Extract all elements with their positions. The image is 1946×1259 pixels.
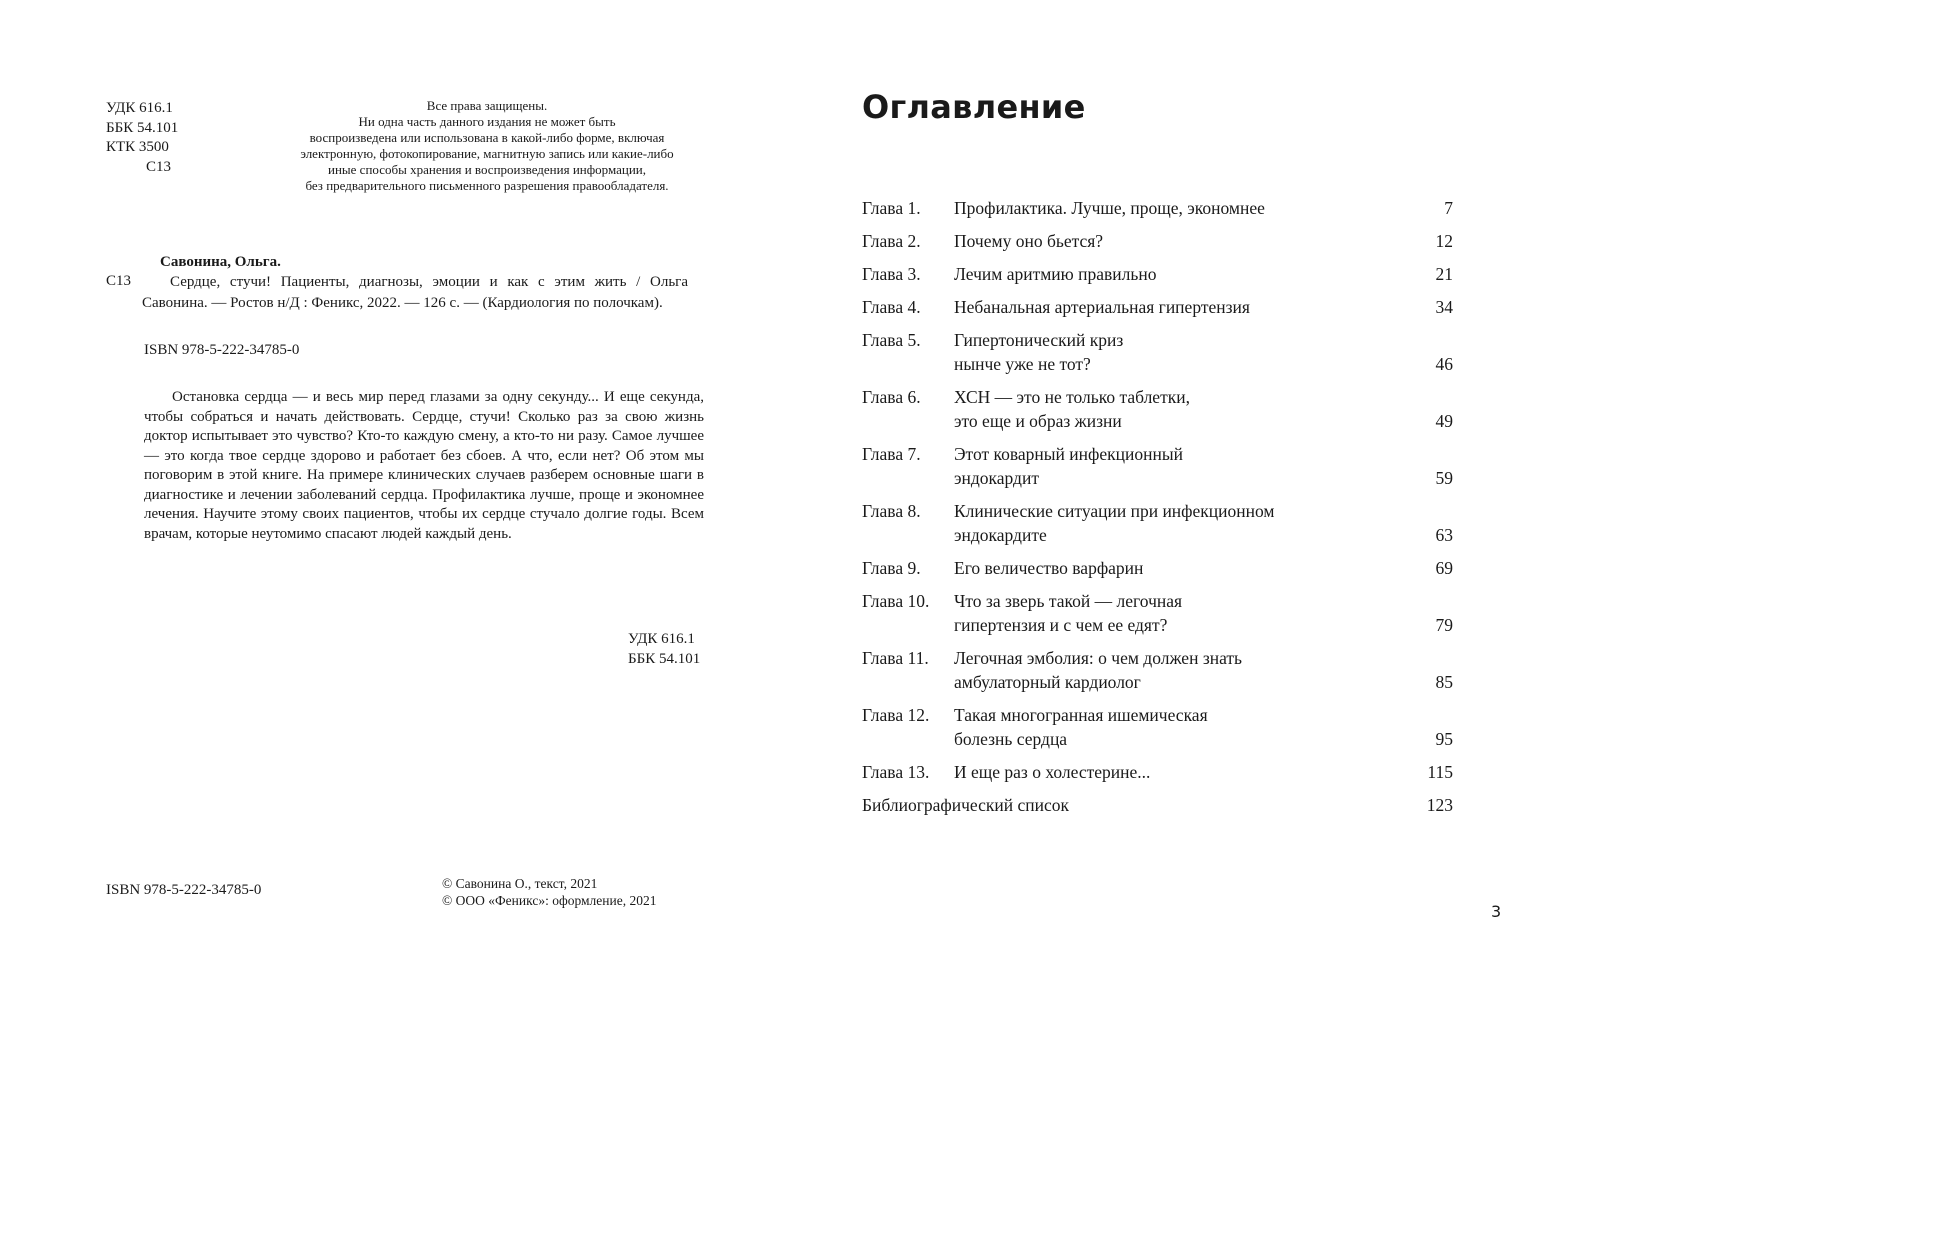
udk-code: УДК 616.1 xyxy=(106,100,173,116)
toc-entry xyxy=(862,296,1453,320)
toc-page-number: 7 xyxy=(1444,198,1453,218)
page-number: 3 xyxy=(1491,902,1502,921)
toc-page-number: 12 xyxy=(1435,231,1453,251)
toc-entry xyxy=(862,197,1453,221)
rights-line: Все права защищены. xyxy=(426,98,548,113)
rights-line: без предварительного письменного разрешения правообладателя. xyxy=(305,178,669,194)
toc-page-number: 85 xyxy=(1435,672,1453,692)
toc-chapter-title-line: Этот коварный инфекционный xyxy=(954,444,1183,464)
ktk-code: КТК 3500 xyxy=(106,139,169,155)
toc-chapter-title-line: Профилактика. Лучше, проще, экономнее xyxy=(954,198,1265,218)
toc-page-number: 21 xyxy=(1435,264,1453,284)
bottom-isbn: ISBN 978-5-222-34785-0 xyxy=(106,882,262,898)
toc-chapter-title xyxy=(954,443,1183,491)
toc-chapter-number: Глава 2. xyxy=(862,231,921,251)
copyright-line: © Савонина О., текст, 2021 xyxy=(442,876,598,891)
toc-chapter-number: Глава 1. xyxy=(862,198,921,218)
toc-page-number: 49 xyxy=(1435,411,1453,431)
rights-line: электронную, фотокопирование, магнитную запись или какие-либо xyxy=(300,146,674,162)
toc-page-number: 69 xyxy=(1435,558,1453,578)
toc-chapter-title xyxy=(954,590,1182,638)
toc-page-number: 34 xyxy=(1435,297,1453,317)
author-heading: Савонина, Ольга. xyxy=(160,254,281,270)
isbn: ISBN 978-5-222-34785-0 xyxy=(144,342,300,358)
book-abstract: Остановка сердца — и весь мир перед глазами за одну секунду... И еще секунда, чтобы собраться и начать действовать. Сердце, стучи! Сколько раз за свою жизнь доктор испытывает это чувство? Кто-то каждую смену, а кто-то ни разу. Самое лучшее — это когда твое сердце здорово и работает без сбоев. А что, если нет? Об этом мы поговорим в этой книге. На примере клинических случаев разберем основные шаги в диагностике и лечении заболеваний сердца. Профилактика лучше, проще и экономнее лечения. Научите этому своих пациентов, чтобы их сердце стучало долгие годы. Всем врачам, которые неутомимо спасают людей каждый день. xyxy=(144,389,704,542)
toc-entry xyxy=(862,329,1453,377)
toc-page-number: 46 xyxy=(1435,354,1453,374)
toc-chapter-title xyxy=(954,386,1190,434)
toc-chapter-title xyxy=(954,197,1265,221)
toc-chapter-title-line: ХСН — это не только таблетки, xyxy=(954,387,1190,407)
classification-codes xyxy=(106,99,178,177)
toc-chapter-title xyxy=(954,263,1156,287)
toc-chapter-title xyxy=(954,557,1143,581)
toc-chapter-number: Глава 9. xyxy=(862,558,921,578)
toc-page-number: 59 xyxy=(1435,468,1453,488)
toc-entry xyxy=(862,263,1453,287)
rights-line: воспроизведена или использована в какой-либо форме, включая xyxy=(309,130,665,146)
toc-page-number: 79 xyxy=(1435,615,1453,635)
copyright-line: © ООО «Феникс»: оформление, 2021 xyxy=(442,892,657,908)
toc-entry xyxy=(862,557,1453,581)
toc-chapter-title-line: Такая многогранная ишемическая xyxy=(954,705,1208,725)
toc-entry xyxy=(862,590,1453,638)
toc-bibliography-entry xyxy=(862,794,1453,818)
toc-page-number: 115 xyxy=(1427,762,1453,782)
toc-chapter-title-line: это еще и образ жизни xyxy=(954,410,1122,431)
toc-entry xyxy=(862,386,1453,434)
toc-chapter-title-line: И еще раз о холестерине... xyxy=(954,762,1151,782)
udk-code: УДК 616.1 xyxy=(628,631,695,647)
toc-chapter-number: Глава 5. xyxy=(862,330,921,350)
toc-chapter-title-line: Его величество варфарин xyxy=(954,558,1144,578)
toc-chapter-number: Глава 10. xyxy=(862,591,930,611)
toc-chapter-title xyxy=(954,230,1103,254)
toc-entry xyxy=(862,230,1453,254)
toc-chapter-number: Глава 8. xyxy=(862,501,921,521)
toc-page-number: 95 xyxy=(1435,729,1453,749)
toc-chapter-title-line: эндокардите xyxy=(954,524,1047,545)
toc-entry xyxy=(862,704,1453,752)
toc-chapter-title-line: гипертензия и с чем ее едят? xyxy=(954,614,1168,635)
toc-chapter-number: Глава 13. xyxy=(862,762,930,782)
toc-chapter-title xyxy=(954,296,1250,320)
toc-entry xyxy=(862,443,1453,491)
toc-chapter-number: Глава 11. xyxy=(862,648,929,668)
toc-chapter-title-line: Легочная эмболия: о чем должен знать xyxy=(954,648,1243,668)
toc-chapter-title-line: Почему оно бьется? xyxy=(954,231,1104,251)
catalog-code: С13 xyxy=(106,273,132,289)
toc-chapter-number: Глава 7. xyxy=(862,444,921,464)
toc-chapter-title-line: нынче уже не тот? xyxy=(954,353,1091,374)
toc-chapter-title xyxy=(954,329,1123,377)
toc-chapter-number: Глава 6. xyxy=(862,387,921,407)
toc-chapter-title xyxy=(954,647,1242,695)
toc-chapter-title-line: Что за зверь такой — легочная xyxy=(954,591,1183,611)
toc-chapter-title-line: амбулаторный кардиолог xyxy=(954,671,1141,692)
toc-page-number: 63 xyxy=(1435,525,1453,545)
toc-entry xyxy=(862,761,1453,785)
toc-chapter-title-line: Гипертонический криз xyxy=(954,330,1124,350)
toc-chapter-title xyxy=(954,500,1275,548)
toc-chapter-title xyxy=(954,704,1208,752)
bibliographic-entry: Сердце, стучи! Пациенты, диагнозы, эмоции и как с этим жить / Ольга Савонина. — Ростов н/Д : Феникс, 2022. — 126 с. — (Кардиология по полочкам). xyxy=(142,274,688,311)
rights-notice xyxy=(252,98,722,195)
toc-chapter-title-line: болезнь сердца xyxy=(954,728,1068,749)
rights-line: иные способы хранения и воспроизведения информации, xyxy=(328,162,646,178)
bbk-code: ББК 54.101 xyxy=(106,119,179,136)
bbk-code: ББК 54.101 xyxy=(628,651,701,667)
copyright-block xyxy=(442,876,656,909)
toc-chapter-number: Глава 4. xyxy=(862,297,921,317)
toc-bibliography-label: Библиографический список xyxy=(862,795,1070,815)
toc-chapter-title xyxy=(954,761,1150,785)
toc-page-number: 123 xyxy=(1426,795,1453,815)
toc-title: Оглавление xyxy=(862,88,1086,126)
toc-entry xyxy=(862,647,1453,695)
toc-chapter-title-line: Лечим аритмию правильно xyxy=(954,264,1157,284)
toc-chapter-number: Глава 12. xyxy=(862,705,930,725)
toc-chapter-title-line: Клинические ситуации при инфекционном xyxy=(954,501,1275,521)
toc-chapter-number: Глава 3. xyxy=(862,264,921,284)
classification-codes-bottom xyxy=(628,629,700,669)
author-mark: С13 xyxy=(146,158,172,175)
toc-entry xyxy=(862,500,1453,548)
toc-chapter-title-line: эндокардит xyxy=(954,467,1039,488)
toc-chapter-title-line: Небанальная артериальная гипертензия xyxy=(954,297,1250,317)
rights-line: Ни одна часть данного издания не может быть xyxy=(358,114,616,130)
